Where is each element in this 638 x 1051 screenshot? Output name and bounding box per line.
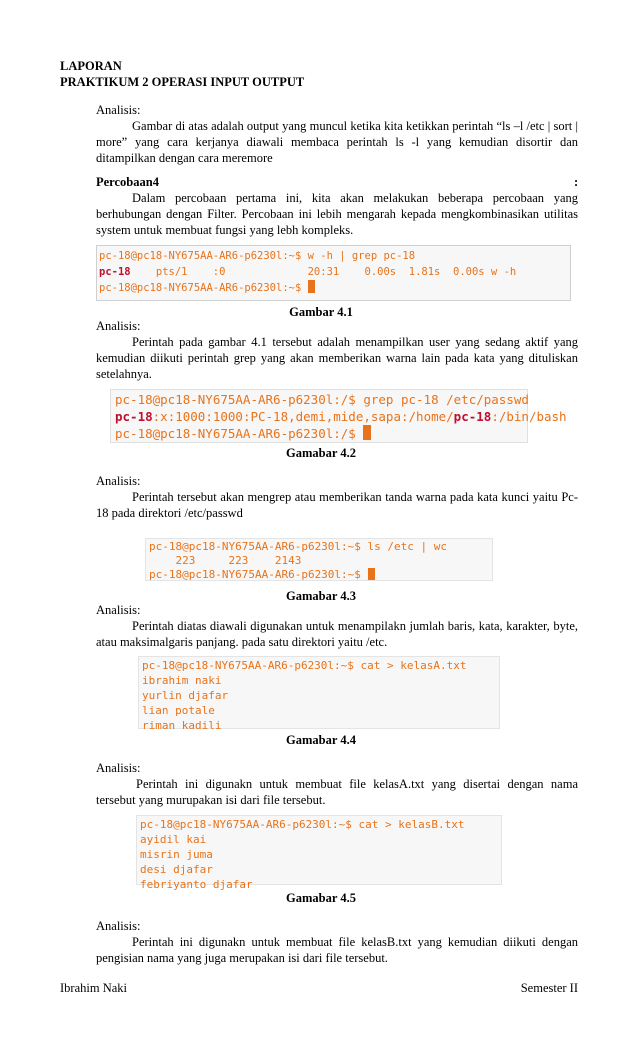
- terminal-prompt: pc-18@pc18-NY675AA-AR6-p6230l:~$: [149, 568, 368, 581]
- percobaan-paragraph: Dalam percobaan pertama ini, kita akan melakukan beberapa percobaan yang berhubungan dengan Filter. Percobaan ini lebih mengarah kepada mengkombinasikan utilitas system untuk membuat fungsi yang lebh kompleks.: [96, 191, 578, 237]
- terminal-line: pc-18@pc18-NY675AA-AR6-p6230l:~$ cat > kelasB.txt: [140, 818, 465, 831]
- terminal-screenshot-4-3: [145, 538, 493, 581]
- terminal-line: [115, 425, 527, 442]
- fig3-paragraph: Perintah diatas diawali digunakan untuk menampilakn jumlah baris, kata, karakter, byte, atau maksimalgaris panjang. pada satu direktori yaitu /etc.: [96, 619, 578, 649]
- intro-analisis-label: Analisis:: [96, 103, 141, 117]
- caption-4-3: Gamabar 4.3: [286, 589, 356, 603]
- terminal-line: ibrahim naki: [142, 674, 222, 687]
- terminal-prompt: pc-18@pc18-NY675AA-AR6-p6230l:~$: [99, 282, 308, 294]
- terminal-line: lian potale: [142, 704, 215, 717]
- terminal-line: pc-18@pc18-NY675AA-AR6-p6230l:/$ grep pc-18 /etc/passwd: [115, 392, 529, 407]
- terminal-screenshot-4-5: [136, 815, 502, 891]
- caption-4-5: Gamabar 4.5: [286, 891, 356, 905]
- terminal-text: :/bin/bash: [491, 409, 567, 424]
- terminal-prompt: pc-18@pc18-NY675AA-AR6-p6230l:/$: [115, 426, 364, 441]
- terminal-line: pc-18@pc18-NY675AA-AR6-p6230l:~$ ls /etc | wc: [149, 540, 448, 553]
- percobaan-heading: Percobaan4: [96, 175, 159, 189]
- terminal-cursor: [308, 280, 315, 293]
- fig2-paragraph: Perintah tersebut akan mengrep atau memberikan tanda warna pada kata kunci yaitu Pc-18 pada direktori /etc/passwd: [96, 490, 578, 520]
- terminal-line: riman kadili: [142, 719, 222, 732]
- terminal-line: [115, 408, 567, 425]
- caption-4-2: Gamabar 4.2: [286, 446, 356, 460]
- terminal-text: :x:1000:1000:PC-18,demi,mide,sapa:/home/: [152, 409, 454, 424]
- terminal-line: febriyanto djafar: [140, 878, 253, 891]
- fig2-analisis-label: Analisis:: [96, 474, 141, 488]
- fig5-analisis-label: Analisis:: [96, 919, 141, 933]
- terminal-cursor: [363, 425, 371, 440]
- terminal-line: pc-18@pc18-NY675AA-AR6-p6230l:~$ cat > kelasA.txt: [142, 659, 467, 672]
- terminal-line: desi djafar: [140, 863, 213, 876]
- fig1-paragraph: Perintah pada gambar 4.1 tersebut adalah menampilkan user yang sedang aktif yang kemudian diikuti perintah grep yang akan memberikan warna lain pada kata yang dituliskan setelahnya.: [96, 335, 578, 381]
- grep-highlight: pc-18: [115, 409, 153, 424]
- terminal-line: [149, 568, 492, 582]
- footer-semester: Semester II: [520, 981, 578, 995]
- fig1-analisis-label: Analisis:: [96, 319, 141, 333]
- report-header: [60, 58, 304, 90]
- terminal-line: [99, 280, 570, 296]
- terminal-line: yurlin djafar: [142, 689, 229, 702]
- terminal-line: 223 223 2143: [149, 554, 302, 567]
- terminal-screenshot-4-4: [138, 656, 500, 732]
- fig4-paragraph: Perintah ini digunakn untuk membuat file kelasA.txt yang disertai dengan nama tersebut yang murupakan isi dari file tersebut.: [96, 777, 578, 807]
- terminal-text: pts/1 :0 20:31 0.00s 1.81s 0.00s w -h: [130, 266, 517, 278]
- fig5-paragraph: Perintah ini digunakn untuk membuat file kelasB.txt yang kemudian diikuti dengan pengisian nama yang juga merupakan isi dari file tersebut.: [96, 935, 578, 965]
- grep-highlight: pc-18: [99, 266, 131, 278]
- fig3-analisis-label: Analisis:: [96, 603, 141, 617]
- report-title: LAPORAN: [60, 59, 122, 73]
- percobaan-colon: :: [574, 175, 579, 189]
- terminal-screenshot-4-2: [110, 389, 567, 443]
- intro-paragraph: Gambar di atas adalah output yang muncul ketika kita ketikkan perintah “ls –l /etc | sort | more” yang cara kerjanya diawali membaca perintah ls -l yang kemudian disortir dan ditampilkan dengan cara meremore: [96, 119, 578, 165]
- terminal-line: pc-18@pc18-NY675AA-AR6-p6230l:~$ w -h | grep pc-18: [99, 250, 416, 262]
- caption-4-4: Gamabar 4.4: [286, 733, 356, 747]
- terminal-line: misrin juma: [140, 848, 213, 861]
- terminal-line: [99, 264, 570, 280]
- terminal-line: ayidil kai: [140, 833, 207, 846]
- terminal-screenshot-4-1: [96, 245, 571, 301]
- grep-highlight: pc-18: [453, 409, 492, 424]
- fig4-analisis-label: Analisis:: [96, 761, 141, 775]
- terminal-cursor: [368, 568, 375, 580]
- caption-4-1: Gambar 4.1: [289, 305, 353, 319]
- footer-author: Ibrahim Naki: [60, 981, 127, 995]
- report-subtitle: PRAKTIKUM 2 OPERASI INPUT OUTPUT: [60, 75, 305, 89]
